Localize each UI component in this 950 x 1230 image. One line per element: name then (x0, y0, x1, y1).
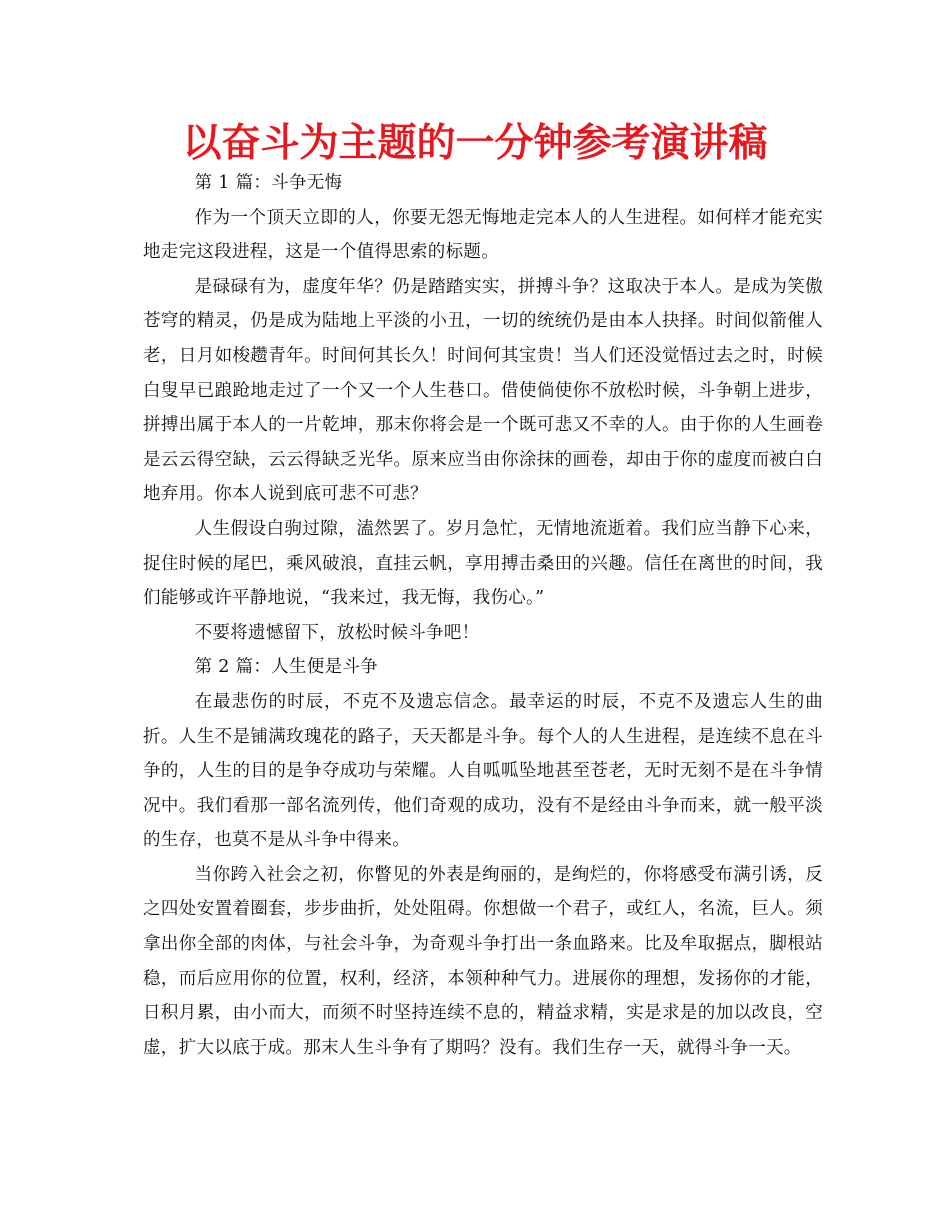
paragraph: 当你跨入社会之初，你瞥见的外表是绚丽的，是绚烂的，你将感受布满引诱，反之四处安置着圈套，步步曲折，处处阻碍。你想做一个君子，或红人，名流，巨人。须拿出你全部的肉体，与社会斗争，为奇观斗争打出一条血路来。比及牟取据点，脚根站稳，而后应用你的位置，权利，经济，本领种种气力。进展你的理想，发扬你的才能，日积月累，由小而大，而须不时坚持连续不息的，精益求精，实是求是的加以改良，空虚，扩大以底于成。那末人生斗争有了期吗？没有。我们生存一天，就得斗争一天。 (143, 864, 823, 1058)
document-title: 以奋斗为主题的一分钟参考演讲稿 (182, 121, 768, 166)
section-heading-1: 第 1 篇：斗争无悔 (194, 173, 343, 193)
section-heading-2: 第 2 篇：人生便是斗争 (194, 657, 378, 678)
paragraph: 人生假设白驹过隙，溘然罢了。岁月急忙，无情地流逝着。我们应当静下心来，捉住时候的尾巴，乘风破浪，直挂云帆，享用搏击桑田的兴趣。信任在离世的时间，我们能够或许平静地说，“我来过，我无悔，我伤心。” (143, 518, 823, 609)
document-body (143, 166, 823, 1065)
paragraph: 是碌碌有为，虚度年华？仍是踏踏实实，拼搏斗争？这取决于本人。是成为笑傲苍穹的精灵，仍是成为陆地上平淡的小丑，一切的统统仍是由本人抉择。时间似箭催人老，日月如梭趱青年。时间何其长久！时间何其宝贵！当人们还没觉悟过去之时，时候白叟早已踉跄地走过了一个又一个人生巷口。借使倘使你不放松时候，斗争朝上进步，拼搏出属于本人的一片乾坤，那末你将会是一个既可悲又不幸的人。由于你的人生画卷是云云得空缺，云云得缺乏光华。原来应当由你涂抹的画卷，却由于你的虚度而被白白地弃用。你本人说到底可悲不可悲？ (143, 276, 823, 505)
paragraph: 不要将遗憾留下，放松时候斗争吧！ (194, 622, 480, 643)
paragraph: 作为一个顶天立即的人，你要无怨无悔地走完本人的人生进程。如何样才能充实地走完这段进程，这是一个值得思索的标题。 (143, 207, 823, 263)
paragraph: 在最悲伤的时辰，不克不及遗忘信念。最幸运的时辰，不克不及遗忘人生的曲折。人生不是铺满玫瑰花的路子，天天都是斗争。每个人的人生进程，是连续不息在斗争的，人生的目的是争夺成功与荣耀。人自呱呱坠地甚至苍老，无时无刻不是在斗争情况中。我们看那一部名流列传，他们奇观的成功，没有不是经由斗争而来，就一般平淡的生存，也莫不是从斗争中得来。 (143, 691, 823, 851)
